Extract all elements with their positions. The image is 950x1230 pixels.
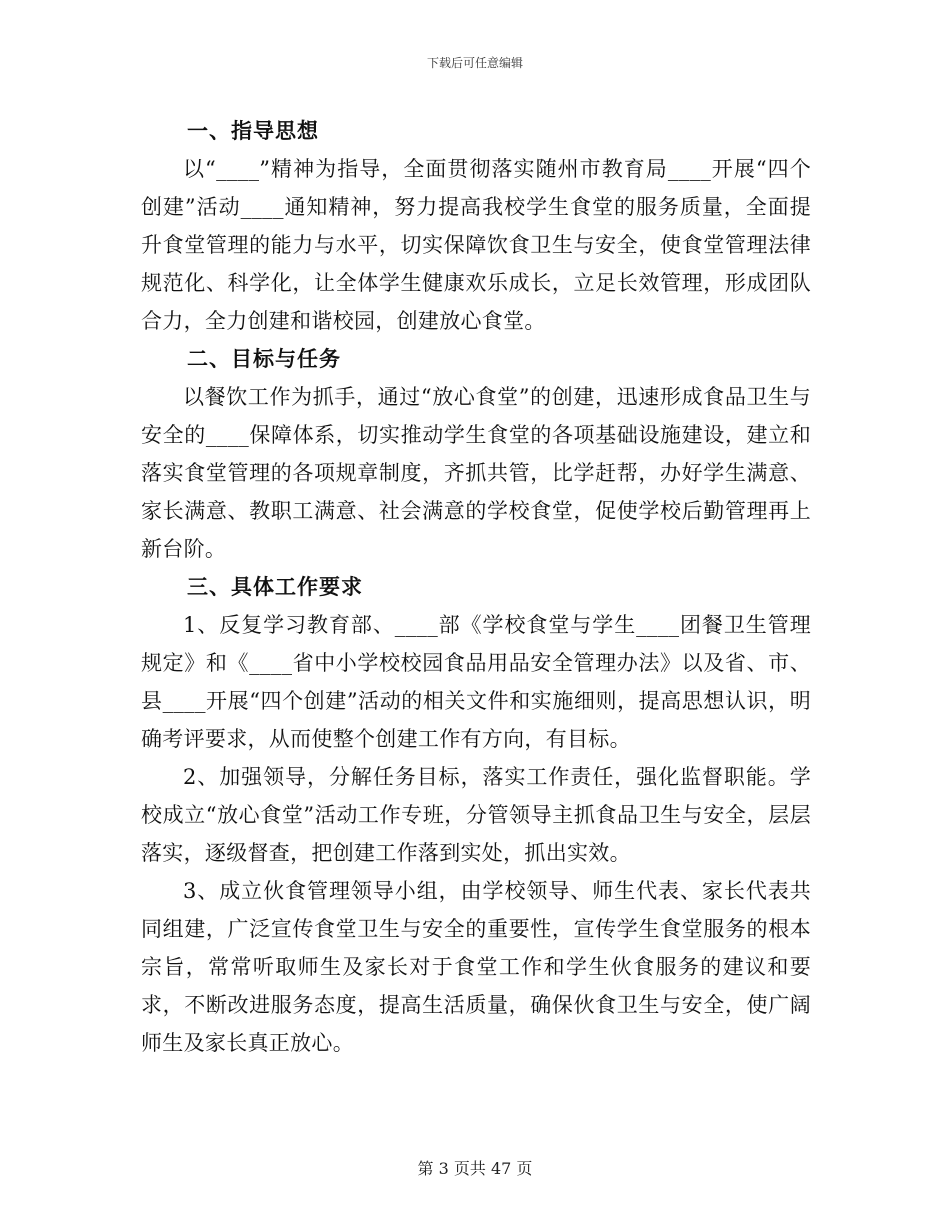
section-heading-work-requirements: 三、具体工作要求 xyxy=(187,575,363,599)
page-header-note: 下载后可任意编辑 xyxy=(426,56,523,70)
paragraph-requirement-3: 3、成立伙食管理领导小组，由学校领导、师生代表、家长代表共同组建，广泛宣传食堂卫生与安全的重要性，宣传学生食堂服务的根本宗旨，常常听取师生及家长对于食堂工作和学生伙食服务的建议和要求，不断改进服务态度，提高生活质量，确保伙食卫生与安全，使广阔师生及家长真正放心。 xyxy=(141,879,811,1055)
paragraph-guiding-ideology: 以“____”精神为指导，全面贯彻落实随州市教育局____开展“四个创建”活动____通知精神，努力提高我校学生食堂的服务质量，全面提升食堂管理的能力与水平，切实保障饮食卫生与安全，使食堂管理法律规范化、科学化，让全体学生健康欢乐成长，立足长效管理，形成团队合力，全力创建和谐校园，创建放心食堂。 xyxy=(141,157,811,333)
section-heading-guiding-ideology: 一、指导思想 xyxy=(187,119,319,143)
document-body xyxy=(141,112,811,1062)
page-number-footer: 第 3 页共 47 页 xyxy=(417,1159,533,1178)
paragraph-goals-tasks: 以餐饮工作为抓手，通过“放心食堂”的创建，迅速形成食品卫生与安全的____保障体系，切实推动学生食堂的各项基础设施建设，建立和落实食堂管理的各项规章制度，齐抓共管，比学赶帮，办好学生满意、家长满意、教职工满意、社会满意的学校食堂，促使学校后勤管理再上新台阶。 xyxy=(141,385,811,561)
section-heading-goals-tasks: 二、目标与任务 xyxy=(187,347,341,371)
paragraph-requirement-1: 1、反复学习教育部、____部《学校食堂与学生____团餐卫生管理规定》和《____省中小学校校园食品用品安全管理办法》以及省、市、县____开展“四个创建”活动的相关文件和实施细则，提高思想认识，明确考评要求，从而使整个创建工作有方向，有目标。 xyxy=(141,613,811,751)
paragraph-requirement-2: 2、加强领导，分解任务目标，落实工作责任，强化监督职能。学校成立“放心食堂”活动工作专班，分管领导主抓食品卫生与安全，层层落实，逐级督查，把创建工作落到实处，抓出实效。 xyxy=(141,765,811,865)
